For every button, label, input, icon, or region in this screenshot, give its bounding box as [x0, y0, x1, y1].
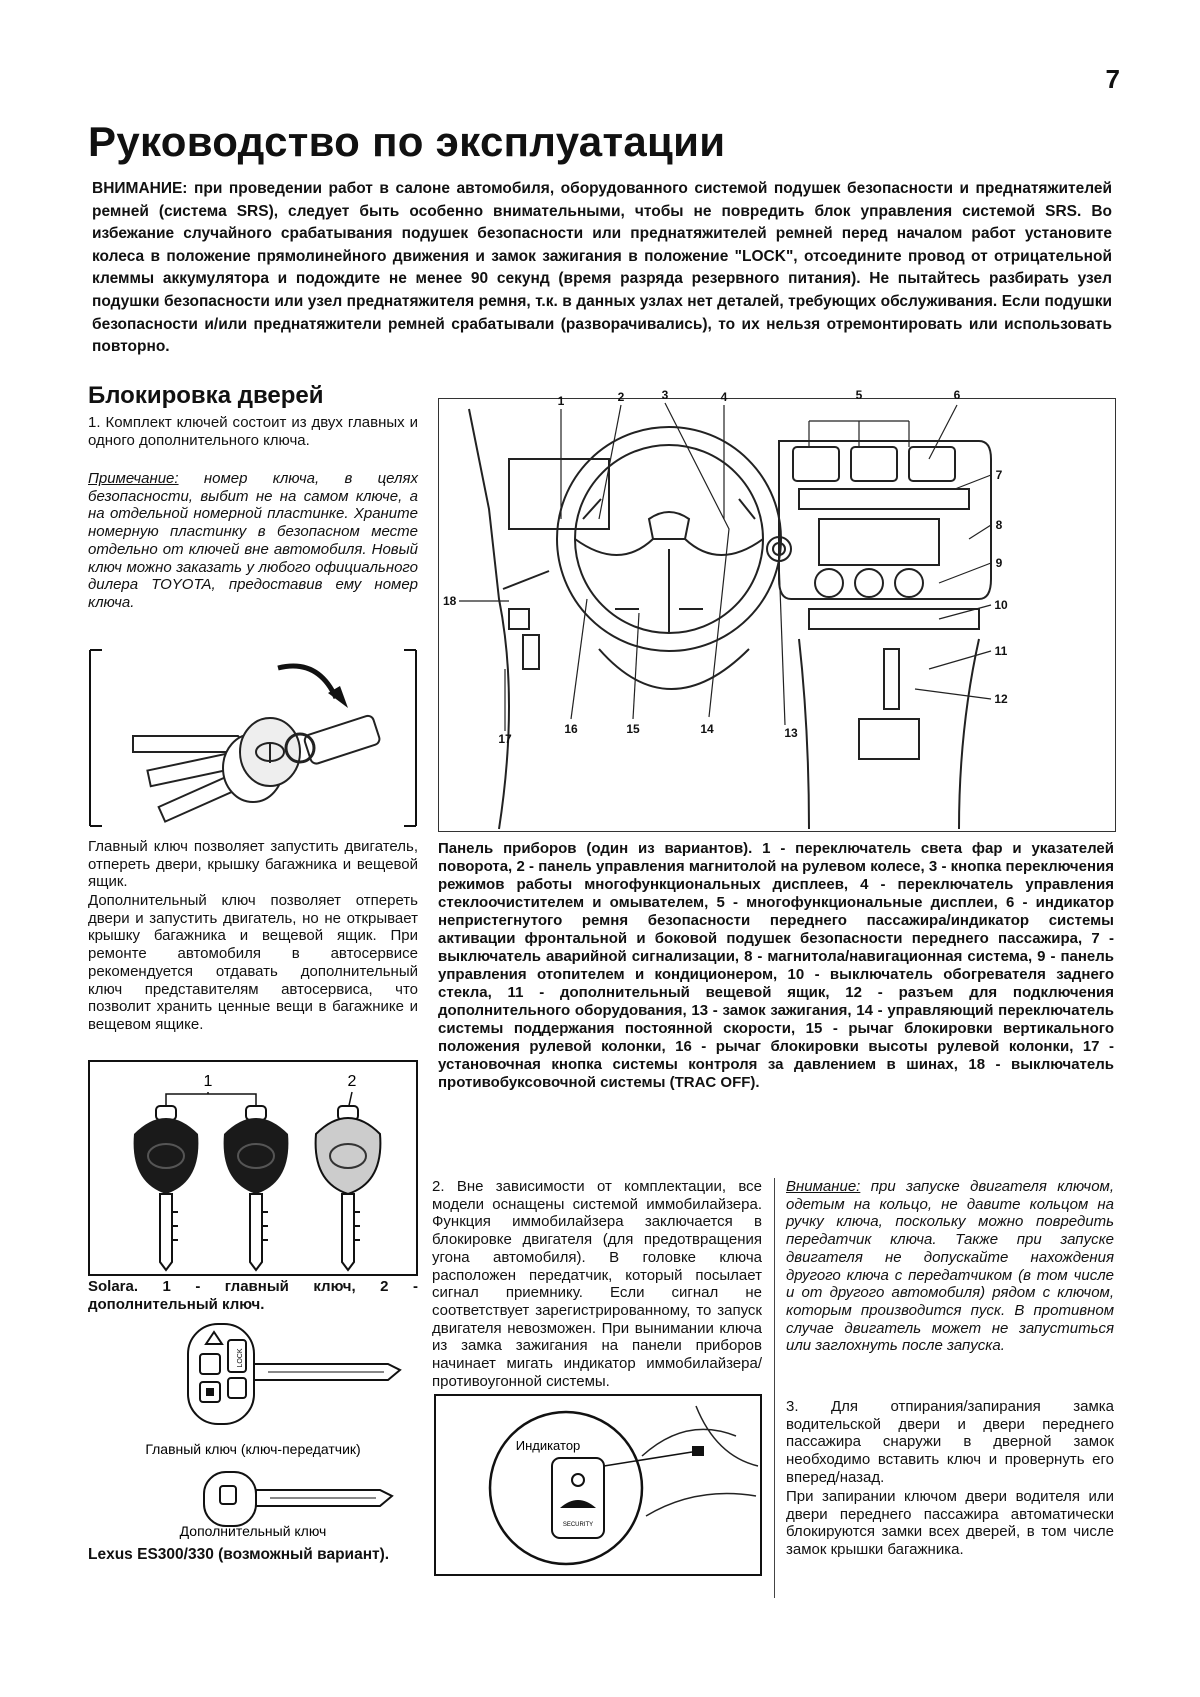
label-17: 17 — [498, 732, 512, 746]
dashboard-diagram-frame — [438, 388, 1116, 832]
attention-note — [786, 1178, 1114, 1355]
dashboard-caption: Панель приборов (один из вариантов). 1 - переключатель света фар и указателей поворота, 2 - панель управления магнитолой на рулевом колесе, 3 - кнопка переключения режимов работы многофункциональных дисплеев, 4 - переключатель управления стеклоочистителем и омывателем, 5 - многофункциональные дисплеи, 6 - индикатор непристегнутого ремня безопасности переднего пассажира/индикатор системы активации фронтальной и боковой подушек безопасности переднего пассажира, 7 - выключатель аварийной сигнализации, 8 - магнитола/навигационная система, 9 - панель управления отопителем и кондиционером, 10 - выключатель обогревателя заднего стекла, 11 - дополнительный вещевой ящик, 12 - разъем для подключения дополнительного оборудования, 13 - замок зажигания, 14 - управляющий переключатель системы поддержания постоянной скорости, 15 - рычаг блокировки вертикального положения рулевой колонки, 16 - рычаг блокировки высоты рулевой колонки, 17 - установочная кнопка системы контроля за давлением в шинах, 18 - выключатель противобуксовочной системы (TRAC OFF). — [438, 840, 1114, 1091]
section-title-door-locking: Блокировка дверей — [88, 382, 324, 409]
dashboard-diagram — [439, 388, 1115, 831]
attention-label: Внимание: — [786, 1178, 861, 1195]
label-2: 2 — [617, 390, 625, 404]
label-10: 10 — [994, 598, 1008, 612]
lexus-main-key-label: Главный ключ (ключ-передатчик) — [145, 1441, 361, 1457]
label-11: 11 — [994, 644, 1008, 658]
security-text: SECURITY — [562, 1522, 594, 1528]
solara-caption: Solara. 1 - главный ключ, 2 - дополнительный ключ. — [88, 1278, 418, 1313]
note-text: номер ключа, в целях безопасности, выбит не на самом ключе, а на отдельной номерной пластинке. Храните номерную пластинку в безопасном месте отдельно от ключей вне автомобиля. Новый ключ можно заказать у любого официального дилера TOYOTA, предоставив ему номер ключа. — [88, 470, 418, 611]
keys-label-1: 1 — [203, 1073, 213, 1090]
solara-keys-illustration — [88, 1060, 418, 1276]
key-ring-illustration — [88, 648, 418, 828]
label-4: 4 — [720, 390, 728, 404]
paragraph-main-key: Главный ключ позволяет запустить двигатель, отпереть двери, крышку багажника и вещевой ящик. — [88, 838, 418, 891]
lexus-lock-button: LOCK — [237, 1348, 244, 1368]
paragraph-door-lock: 3. Для отпирания/запирания замка водительской двери и двери переднего пассажира снаружи в дверной замок необходимо вставить ключ и провернуть его вперед/назад. — [786, 1398, 1114, 1486]
label-8: 8 — [995, 518, 1003, 532]
paragraph-immobilizer: 2. Вне зависимости от комплектации, все модели оснащены системой иммобилайзера. Функция иммобилайзера заключается в блокировке двигателя (для предотвращения угона автомобиля). В головке ключа расположен передатчик, который посылает сигнал приемнику. Если сигнал не соответствует зарегистрированному, то запуск двигателя невозможен. При вынимании ключа из замка зажигания на панели приборов начинает мигать индикатор иммобилайзера/противоугонной системы. — [432, 1178, 762, 1390]
keys-label-2: 2 — [347, 1073, 357, 1090]
label-13: 13 — [784, 726, 798, 740]
column-divider — [774, 1178, 775, 1598]
label-5: 5 — [855, 388, 863, 402]
paragraph-central-lock: При запирании ключом двери водителя или двери переднего пассажира автоматически блокируются замки всех дверей, в том числе замок крышки багажника. — [786, 1488, 1114, 1559]
label-12: 12 — [994, 692, 1008, 706]
lexus-aux-key-label: Дополнительный ключ — [179, 1523, 327, 1539]
label-6: 6 — [953, 388, 961, 402]
lexus-keys-illustration — [88, 1320, 418, 1540]
label-3: 3 — [661, 388, 669, 402]
note-label: Примечание: — [88, 470, 179, 487]
page-title: Руководство по эксплуатации — [88, 118, 726, 165]
label-9: 9 — [995, 556, 1003, 570]
paragraph-aux-key: Дополнительный ключ позволяет отпереть двери и запустить двигатель, но не открывает крышку багажника и вещевой ящик. При ремонте автомобиля в автосервисе рекомендуется отдавать дополнительный ключ представителям автосервиса, что позволит хранить ценные вещи в багажнике и вещевом ящике. — [88, 892, 418, 1033]
label-7: 7 — [995, 468, 1003, 482]
srs-warning: ВНИМАНИЕ: при проведении работ в салоне автомобиля, оборудованного системой подушек безопасности и преднатяжителей ремней (система SRS), следует быть особенно внимательными, чтобы не повредить блок управления системой SRS. Во избежание случайного срабатывания подушек безопасности или преднатяжителей ремней перед началом работ установите колеса в положение прямолинейного движения и замок зажигания в положение "LOCK", отсоедините провод от отрицательной клеммы аккумулятора и подождите не менее 90 секунд (время разряда резервного питания). Не пытайтесь разбирать узел подушки безопасности или узел преднатяжителя ремня, т.к. в данных узлах нет деталей, требующих обслуживания. Если подушки безопасности и/или преднатяжители ремней срабатывали (разворачивались), то их нельзя отремонтировать или использовать повторно. — [92, 180, 1112, 356]
label-15: 15 — [626, 722, 640, 736]
note-key-number — [88, 470, 418, 612]
attention-text: при запуске двигателя ключом, одетым на кольцо, не давите кольцом на ручку ключа, поскольку можно повредить передатчик ключа. Также при запуске двигателя не допускайте нахождения другого ключа с передатчиком (в том числе и от другого автомобиля) рядом с ключом, которым производится пуск. В противном случае двигатель может не запуститься или заглохнуть после запуска. — [786, 1178, 1114, 1355]
label-16: 16 — [564, 722, 578, 736]
lexus-caption: Lexus ES300/330 (возможный вариант). — [88, 1546, 390, 1563]
paragraph-key-set: 1. Комплект ключей состоит из двух главных и одного дополнительного ключа. — [88, 414, 418, 449]
page-number: 7 — [1105, 64, 1120, 94]
label-14: 14 — [700, 722, 714, 736]
security-indicator-illustration — [434, 1394, 762, 1576]
label-1: 1 — [557, 394, 565, 408]
indicator-label: Индикатор — [515, 1438, 581, 1453]
label-18: 18 — [443, 594, 457, 608]
